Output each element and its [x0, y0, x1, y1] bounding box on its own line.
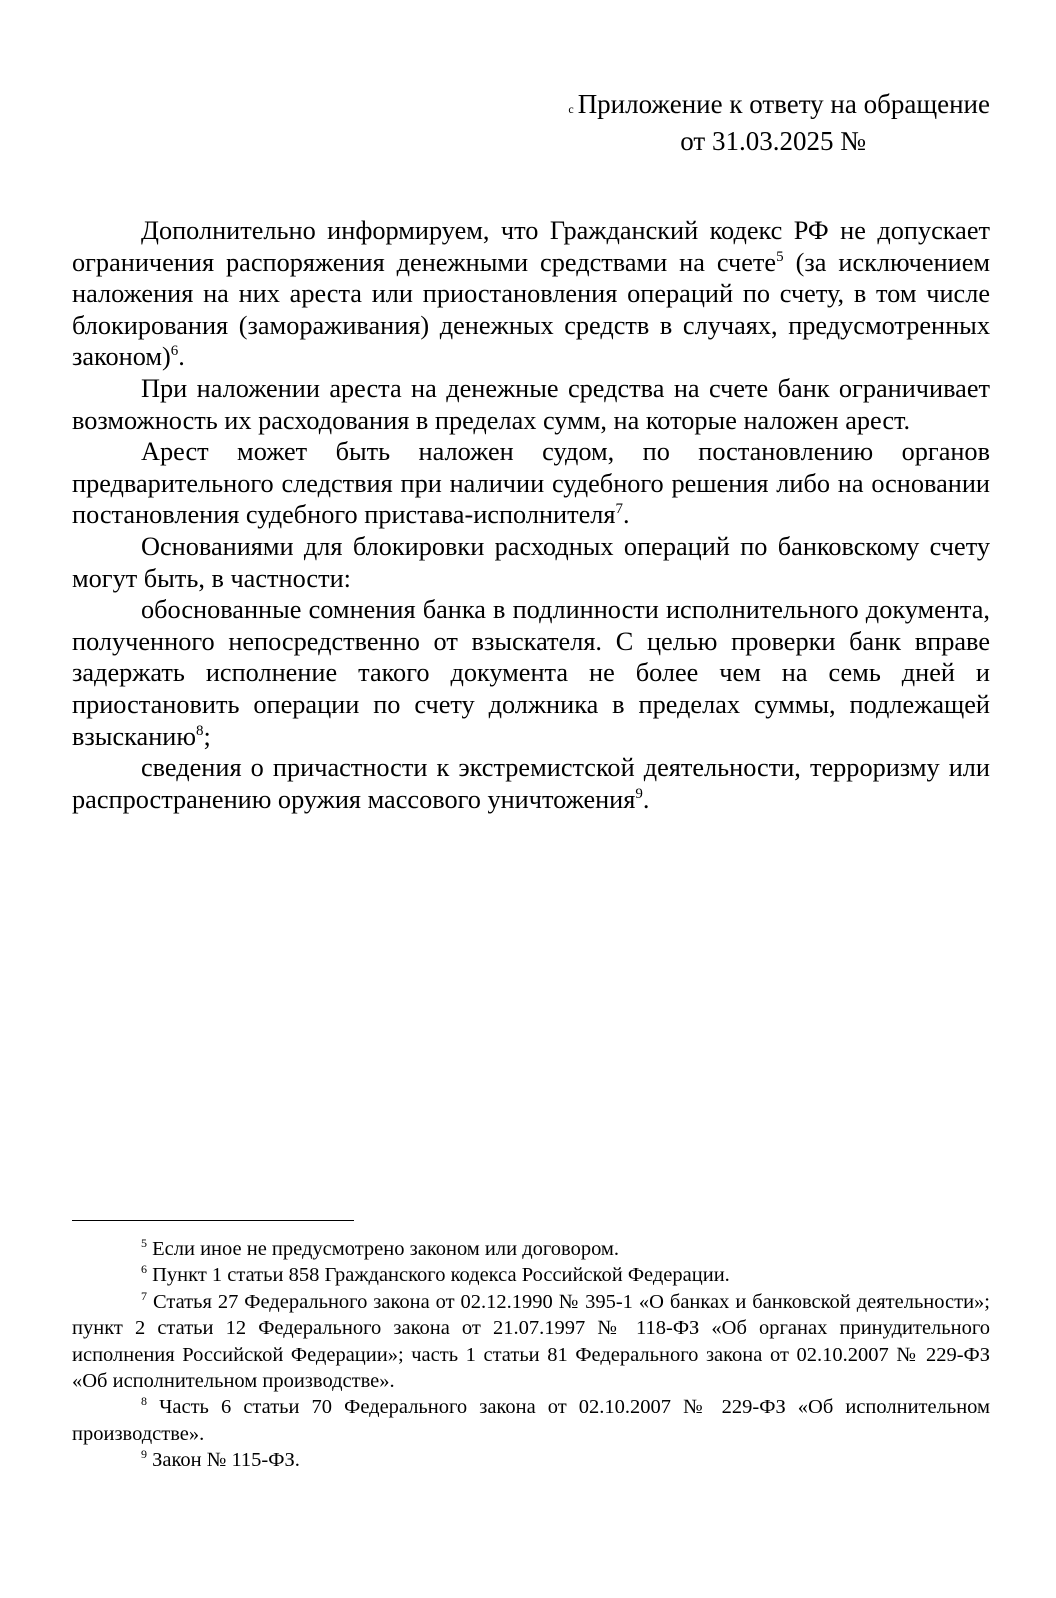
- paragraph-3: [72, 436, 990, 531]
- footnote-number: 9: [141, 1447, 147, 1462]
- footnote-ref-9: 9: [635, 785, 643, 802]
- document-body: [72, 215, 990, 815]
- header-line-1: [470, 88, 990, 125]
- paragraph-1-text-2: (за исключением наложения на них ареста или приостановления операций по счету, в том числе блокирования (замораживания) денежных средств в случаях, предусмотренных законом): [72, 247, 991, 372]
- header-mark: с: [568, 102, 574, 116]
- paragraph-5-end: ;: [203, 721, 211, 751]
- footnote-ref-6: 6: [170, 343, 179, 360]
- footnote-ref-8: 8: [196, 722, 204, 739]
- footnote-9: [72, 1447, 990, 1473]
- footnote-number: 7: [141, 1288, 147, 1303]
- document-header: [470, 88, 990, 157]
- paragraph-1-text: Дополнительно информируем, что Гражданский кодекс РФ не допускает ограничения распоряжения денежными средствами на счете: [72, 216, 990, 277]
- paragraph-1-end: .: [178, 342, 185, 372]
- footnote-number: 6: [141, 1262, 147, 1277]
- paragraph-5: [72, 594, 990, 752]
- paragraph-6: [72, 752, 990, 815]
- header-title: Приложение к ответу на обращение: [577, 89, 990, 119]
- paragraph-3-text: Арест может быть наложен судом, по постановлению органов предварительного следствия при наличии судебного решения либо на основании постановления судебного пристава-исполнителя: [72, 437, 990, 530]
- footnote-5: [72, 1236, 990, 1262]
- footnote-number: 5: [141, 1236, 147, 1251]
- footnote-text: Часть 6 статьи 70 Федерального закона от 02.10.2007 № 229-ФЗ «Об исполнительном производстве».: [72, 1396, 990, 1445]
- footnote-7: [72, 1289, 990, 1395]
- footnote-ref-7: 7: [615, 501, 623, 518]
- footnote-divider: [72, 1220, 354, 1221]
- paragraph-1: [72, 215, 990, 373]
- footnote-6: [72, 1262, 990, 1288]
- paragraph-6-text: сведения о причастности к экстремистской деятельности, терроризму или распространению оружия массового уничтожения: [72, 753, 990, 814]
- footnote-8: [72, 1394, 990, 1447]
- footnote-ref-5: 5: [776, 248, 784, 265]
- paragraph-5-text: обоснованные сомнения банка в подлинности исполнительного документа, полученного непосредственно от взыскателя. С целью проверки банк вправе задержать исполнение такого документа не более чем на семь дней и приостановить операции по счету должника в пределах суммы, подлежащей взысканию: [72, 595, 990, 751]
- paragraph-2: При наложении ареста на денежные средства на счете банк ограничивает возможность их расходования в пределах сумм, на которые наложен арест.: [72, 373, 990, 435]
- paragraph-6-end: .: [642, 784, 650, 814]
- paragraph-4: Основаниями для блокировки расходных операций по банковскому счету могут быть, в частности:: [72, 531, 990, 593]
- header-date: от 31.03.2025 №: [680, 126, 866, 156]
- footnote-text: Если иное не предусмотрено законом или договором.: [147, 1238, 620, 1260]
- footnote-number: 8: [141, 1394, 147, 1409]
- footnote-text: Статья 27 Федерального закона от 02.12.1990 № 395-1 «О банках и банковской деятельности»; пункт 2 статьи 12 Федерального закона от 21.07.1997 № 118-ФЗ «Об органах принудительного исполнения Российской Федерации»; часть 1 статьи 81 Федерального закона от 02.10.2007 № 229-ФЗ «Об исполнительном производстве».: [72, 1290, 990, 1393]
- footnotes: [72, 1236, 990, 1474]
- paragraph-3-end: .: [622, 500, 630, 530]
- footnote-text: Закон № 115-ФЗ.: [147, 1449, 300, 1472]
- footnote-text: Пункт 1 статьи 858 Гражданского кодекса Российской Федерации.: [147, 1264, 730, 1287]
